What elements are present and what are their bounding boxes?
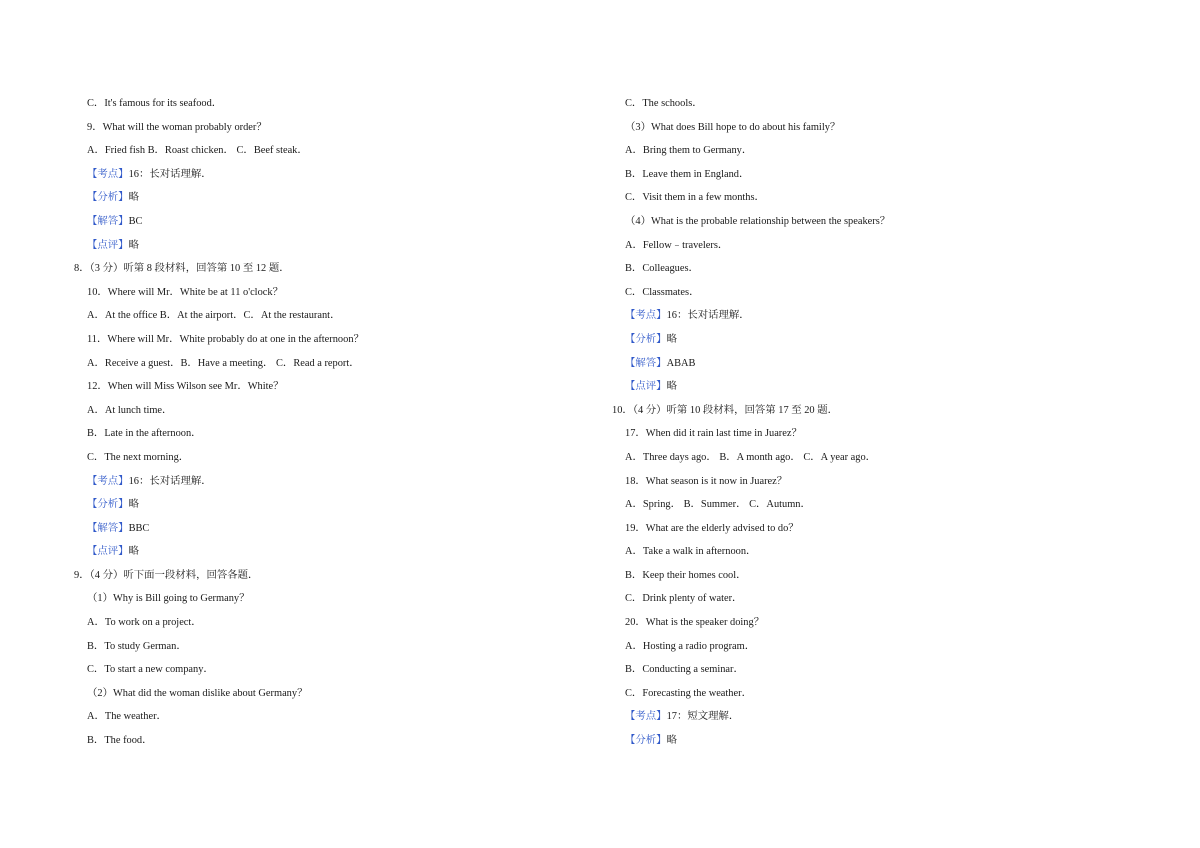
line-text: （4）What is the probable relationship between the speakers？ [625, 215, 891, 227]
question-line [612, 281, 1132, 305]
section-tag: 【解答】 [87, 215, 129, 227]
line-text: A．Fried fish B．Roast chicken． C．Beef steak． [87, 145, 308, 157]
question-line [74, 635, 594, 659]
question-line [612, 186, 1132, 210]
analysis-line [74, 470, 594, 494]
analysis-line [74, 540, 594, 564]
line-text: 17：短文理解． [666, 711, 740, 723]
line-text: A．Bring them to Germany． [625, 145, 753, 157]
line-text: A．Spring． B．Summer． C．Autumn． [625, 499, 811, 511]
line-text: 10．（4 分）听第 10 段材料，回答第 17 至 20 题． [612, 404, 838, 416]
line-text: 8．（3 分）听第 8 段材料，回答第 10 至 12 题． [74, 263, 290, 275]
section-tag: 【考点】 [625, 310, 667, 322]
line-text: C．Forecasting the weather． [625, 687, 752, 699]
line-text: （3）What does Bill hope to do about his family？ [625, 121, 841, 133]
line-text: A．Three days ago． B．A month ago． C．A year ago． [625, 451, 877, 463]
question-line [612, 116, 1132, 140]
line-text: C．Classmates． [625, 286, 700, 298]
line-text: 略 [128, 546, 139, 558]
line-text: 9．What will the woman probably order？ [87, 121, 267, 133]
line-text: 略 [128, 239, 139, 251]
question-line [612, 587, 1132, 611]
question-line [612, 257, 1132, 281]
section-tag: 【分析】 [625, 735, 667, 747]
line-text: C．Drink plenty of water． [625, 593, 743, 605]
analysis-line [74, 210, 594, 234]
line-text: B．Late in the afternoon． [87, 428, 202, 440]
analysis-line [612, 328, 1132, 352]
question-line [612, 234, 1132, 258]
question-line [612, 210, 1132, 234]
question-heading [612, 399, 1132, 423]
section-tag: 【解答】 [87, 522, 129, 534]
question-line [74, 352, 594, 376]
line-text: 19．What are the elderly advised to do？ [625, 522, 799, 534]
question-line [612, 92, 1132, 116]
analysis-line [74, 186, 594, 210]
question-line [74, 328, 594, 352]
line-text: 16：长对话理解． [666, 310, 750, 322]
line-text: BBC [128, 522, 150, 534]
question-line [74, 446, 594, 470]
question-line [74, 116, 594, 140]
line-text: 20．What is the speaker doing？ [625, 617, 765, 629]
question-line [74, 705, 594, 729]
question-line [74, 587, 594, 611]
line-text: B．The food． [87, 735, 153, 747]
section-tag: 【分析】 [87, 192, 129, 204]
line-text: 略 [128, 499, 139, 511]
line-text: A．At the office B．At the airport．C．At the restaurant． [87, 310, 341, 322]
section-tag: 【考点】 [87, 475, 129, 487]
line-text: 9．（4 分）听下面一段材料，回答各题． [74, 569, 259, 581]
question-line [612, 163, 1132, 187]
question-line [74, 281, 594, 305]
line-text: C．To start a new company． [87, 664, 214, 676]
line-text: 略 [666, 735, 677, 747]
question-line [74, 375, 594, 399]
line-text: 略 [128, 192, 139, 204]
section-tag: 【解答】 [625, 357, 667, 369]
analysis-line [612, 352, 1132, 376]
line-text: 16：长对话理解． [128, 475, 212, 487]
question-heading [74, 257, 594, 281]
line-text: A．Hosting a radio program． [625, 640, 756, 652]
analysis-line [74, 163, 594, 187]
question-line [74, 611, 594, 635]
line-text: A．The weather． [87, 711, 167, 723]
line-text: 11．Where will Mr．White probably do at one in the afternoon？ [87, 333, 364, 345]
line-text: C．The next morning． [87, 451, 190, 463]
section-tag: 【分析】 [87, 499, 129, 511]
analysis-line [74, 493, 594, 517]
question-line [612, 658, 1132, 682]
analysis-line [612, 375, 1132, 399]
question-line [612, 139, 1132, 163]
question-line [612, 422, 1132, 446]
question-line [612, 682, 1132, 706]
question-line [612, 611, 1132, 635]
question-line [74, 399, 594, 423]
question-line [612, 635, 1132, 659]
section-tag: 【考点】 [625, 711, 667, 723]
line-text: A．To work on a project． [87, 617, 202, 629]
line-text: B．Keep their homes cool． [625, 569, 747, 581]
line-text: 10．Where will Mr．White be at 11 o'clock？ [87, 286, 283, 298]
line-text: A．Fellow﹣travelers． [625, 239, 729, 251]
question-line [612, 470, 1132, 494]
section-tag: 【点评】 [625, 381, 667, 393]
question-line [74, 139, 594, 163]
analysis-line [612, 304, 1132, 328]
line-text: 18．What season is it now in Juarez？ [625, 475, 788, 487]
question-line [612, 540, 1132, 564]
analysis-line [74, 234, 594, 258]
left-column [74, 92, 594, 753]
question-line [74, 682, 594, 706]
line-text: 12．When will Miss Wilson see Mr．White？ [87, 381, 284, 393]
question-line [74, 658, 594, 682]
line-text: A．At lunch time． [87, 404, 173, 416]
line-text: B．To study German． [87, 640, 187, 652]
line-text: （2）What did the woman dislike about Germany？ [87, 687, 308, 699]
line-text: （1）Why is Bill going to Germany？ [87, 593, 250, 605]
line-text: BC [128, 215, 143, 227]
question-line [612, 446, 1132, 470]
question-line [612, 493, 1132, 517]
line-text: B．Leave them in England． [625, 168, 750, 180]
question-line [74, 729, 594, 753]
line-text: C．Visit them in a few months． [625, 192, 765, 204]
line-text: 16：长对话理解． [128, 168, 212, 180]
question-line [612, 564, 1132, 588]
question-line [74, 304, 594, 328]
line-text: 略 [666, 333, 677, 345]
question-line [74, 92, 594, 116]
right-column [612, 92, 1132, 753]
question-line [74, 422, 594, 446]
analysis-line [612, 729, 1132, 753]
section-tag: 【点评】 [87, 546, 129, 558]
section-tag: 【点评】 [87, 239, 129, 251]
section-tag: 【考点】 [87, 168, 129, 180]
line-text: C．It's famous for its seafood． [87, 98, 223, 109]
question-heading [74, 564, 594, 588]
section-tag: 【分析】 [625, 333, 667, 345]
analysis-line [74, 517, 594, 541]
line-text: C．The schools． [625, 98, 703, 109]
analysis-line [612, 705, 1132, 729]
question-line [612, 517, 1132, 541]
line-text: A．Receive a guest．B．Have a meeting． C．Read a report． [87, 357, 360, 369]
line-text: B．Conducting a seminar． [625, 664, 744, 676]
line-text: A．Take a walk in afternoon． [625, 546, 757, 558]
line-text: B．Colleagues． [625, 263, 699, 275]
line-text: ABAB [666, 357, 696, 369]
line-text: 17．When did it rain last time in Juarez？ [625, 428, 802, 440]
line-text: 略 [666, 381, 677, 393]
